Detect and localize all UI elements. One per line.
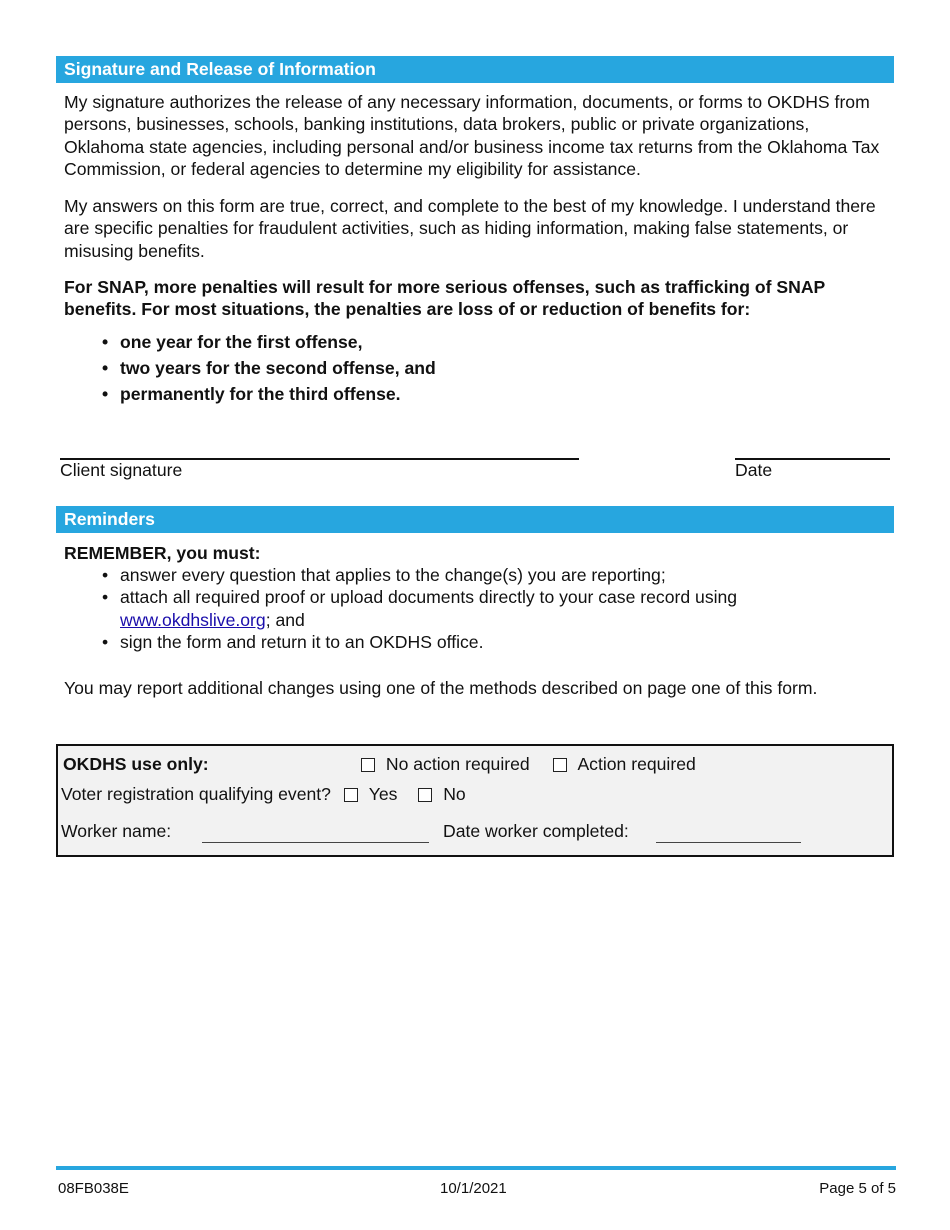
remember-intro: REMEMBER, you must:	[64, 543, 261, 563]
snap-penalties-paragraph: For SNAP, more penalties will result for more serious offenses, such as trafficking of SNAP benefits. For most situations, the penalties are loss of or reduction of benefits for:	[64, 277, 825, 320]
action-required-label: Action required	[577, 754, 696, 774]
list-item: • answer every question that applies to the change(s) you are reporting;	[100, 564, 820, 586]
reminder-proof-suffix: ; and	[265, 609, 305, 630]
additional-changes-text: You may report additional changes using one of the methods described on page one of this form.	[64, 678, 818, 698]
okdhslive-link[interactable]: www.okdhslive.org	[120, 609, 266, 630]
voter-yes-checkbox[interactable]	[344, 788, 358, 802]
signature-section-header: Signature and Release of Information	[56, 56, 894, 83]
list-item: • one year for the first offense,	[100, 329, 436, 355]
truthfulness-paragraph: My answers on this form are true, correct, and complete to the best of my knowledge. I understand there are specific penalties for fraudulent activities, such as hiding information, making false statements, or misusing benefits.	[64, 196, 876, 261]
worker-name-label: Worker name:	[61, 821, 172, 841]
date-completed-label: Date worker completed:	[443, 821, 629, 841]
voter-yes-label: Yes	[368, 784, 398, 804]
list-item	[100, 586, 820, 631]
no-action-checkbox[interactable]	[361, 758, 375, 772]
list-item: • sign the form and return it to an OKDHS office.	[100, 631, 820, 653]
worker-name-field[interactable]	[202, 842, 429, 843]
voter-row	[61, 783, 466, 805]
reminders-section-header: Reminders	[56, 506, 894, 533]
client-signature-label: Client signature	[60, 460, 183, 480]
office-use-box	[56, 744, 894, 857]
voter-no-label: No	[443, 784, 466, 804]
voter-question: Voter registration qualifying event?	[61, 784, 331, 804]
reminder-proof-text: attach all required proof or upload documents directly to your case record using	[120, 587, 738, 608]
list-item: • permanently for the third offense.	[100, 381, 436, 407]
action-options	[361, 753, 696, 775]
list-item: • two years for the second offense, and	[100, 355, 436, 381]
date-label: Date	[735, 460, 773, 480]
form-number: 08FB038E	[58, 1180, 129, 1197]
page-number: Page 5 of 5	[819, 1180, 896, 1197]
office-use-title: OKDHS use only:	[63, 754, 209, 774]
reminders-list	[100, 564, 820, 654]
footer-rule	[56, 1166, 896, 1170]
penalties-list	[100, 329, 436, 407]
form-date: 10/1/2021	[440, 1180, 507, 1197]
no-action-label: No action required	[385, 754, 530, 774]
date-completed-field[interactable]	[656, 842, 801, 843]
release-paragraph: My signature authorizes the release of any necessary information, documents, or forms to OKDHS from persons, businesses, schools, banking institutions, data brokers, public or private organizations, Oklahoma state agencies, including personal and/or business income tax returns from the Oklahoma Tax Commission, or federal agencies to determine my eligibility for assistance.	[64, 92, 880, 180]
voter-no-checkbox[interactable]	[418, 788, 432, 802]
action-required-checkbox[interactable]	[553, 758, 567, 772]
